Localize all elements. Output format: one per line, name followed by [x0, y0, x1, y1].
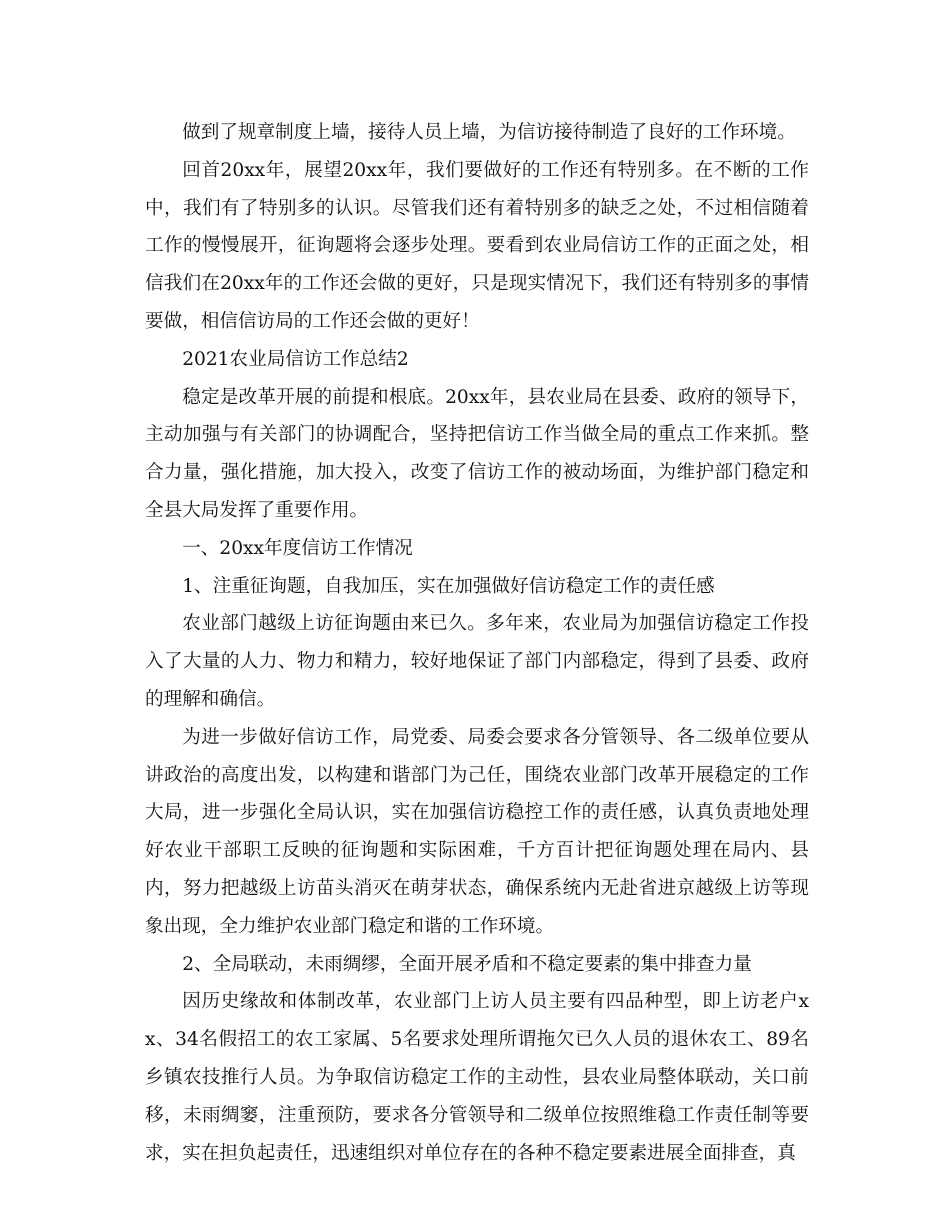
paragraph: 为进一步做好信访工作，局党委、局委会要求各分管领导、各二级单位要从讲政治的高度出发，以构建和谐部门为己任，围绕农业部门改革开展稳定的工作大局，进一步强化全局认识，实在加强信访稳控工作的责任感，认真负责地处理好农业干部职工反映的征询题和实际困难，千方百计把征询题处理在局内、县内，努力把越级上访苗头消灭在萌芽状态，确保系统内无赴省进京越级上访等现象出现，全力维护农业部门稳定和谐的工作环境。 — [145, 726, 809, 937]
section-heading: 一、20xx年度信访工作情况 — [182, 537, 413, 559]
subsection-heading: 2、全局联动，未雨绸缪，全面开展矛盾和不稳定要素的集中排查力量 — [182, 953, 752, 975]
paragraph: 做到了规章制度上墙，接待人员上墙，为信访接待制造了良好的工作环境。 — [182, 122, 796, 143]
paragraph: 因历史缘故和体制改革，农业部门上访人员主要有四品种型，即上访老户xx、34名假招工的农工家属、5名要求处理所谓拖欠已久人员的退休农工、89名乡镇农技推行人员。为争取信访稳定工作的主动性，县农业局整体联动，关口前移，未雨绸窭，注重预防，要求各分管领导和二级单位按照维稳工作责任制等要求，实在担负起责任，迅速组织对单位存在的各种不稳定要素进展全面排查，真 — [145, 991, 809, 1164]
paragraph: 农业部门越级上访征询题由来已久。多年来，农业局为加强信访稳定工作投入了大量的人力、物力和精力，较好地保证了部门内部稳定，得到了县委、政府的理解和确信。 — [145, 613, 809, 710]
subsection-heading: 1、注重征询题，自我加压，实在加强做好信访稳定工作的责任感 — [182, 575, 715, 597]
document-page — [145, 114, 809, 1172]
section-heading: 2021农业局信访工作总结2 — [182, 348, 409, 370]
paragraph: 回首20xx年，展望20xx年，我们要做好的工作还有特别多。在不断的工作中，我们有了特别多的认识。尽管我们还有着特别多的缺乏之处，不过相信随着工作的慢慢展开，征询题将会逐步处理。要看到农业局信访工作的正面之处，相信我们在20xx年的工作还会做的更好，只是现实情况下，我们还有特别多的事情要做，相信信访局的工作还会做的更好！ — [145, 159, 809, 332]
paragraph: 稳定是改革开展的前提和根底。20xx年，县农业局在县委、政府的领导下，主动加强与有关部门的协调配合，坚持把信访工作当做全局的重点工作来抓。整合力量，强化措施，加大投入，改变了信访工作的被动场面，为维护部门稳定和全县大局发挥了重要作用。 — [145, 386, 809, 521]
